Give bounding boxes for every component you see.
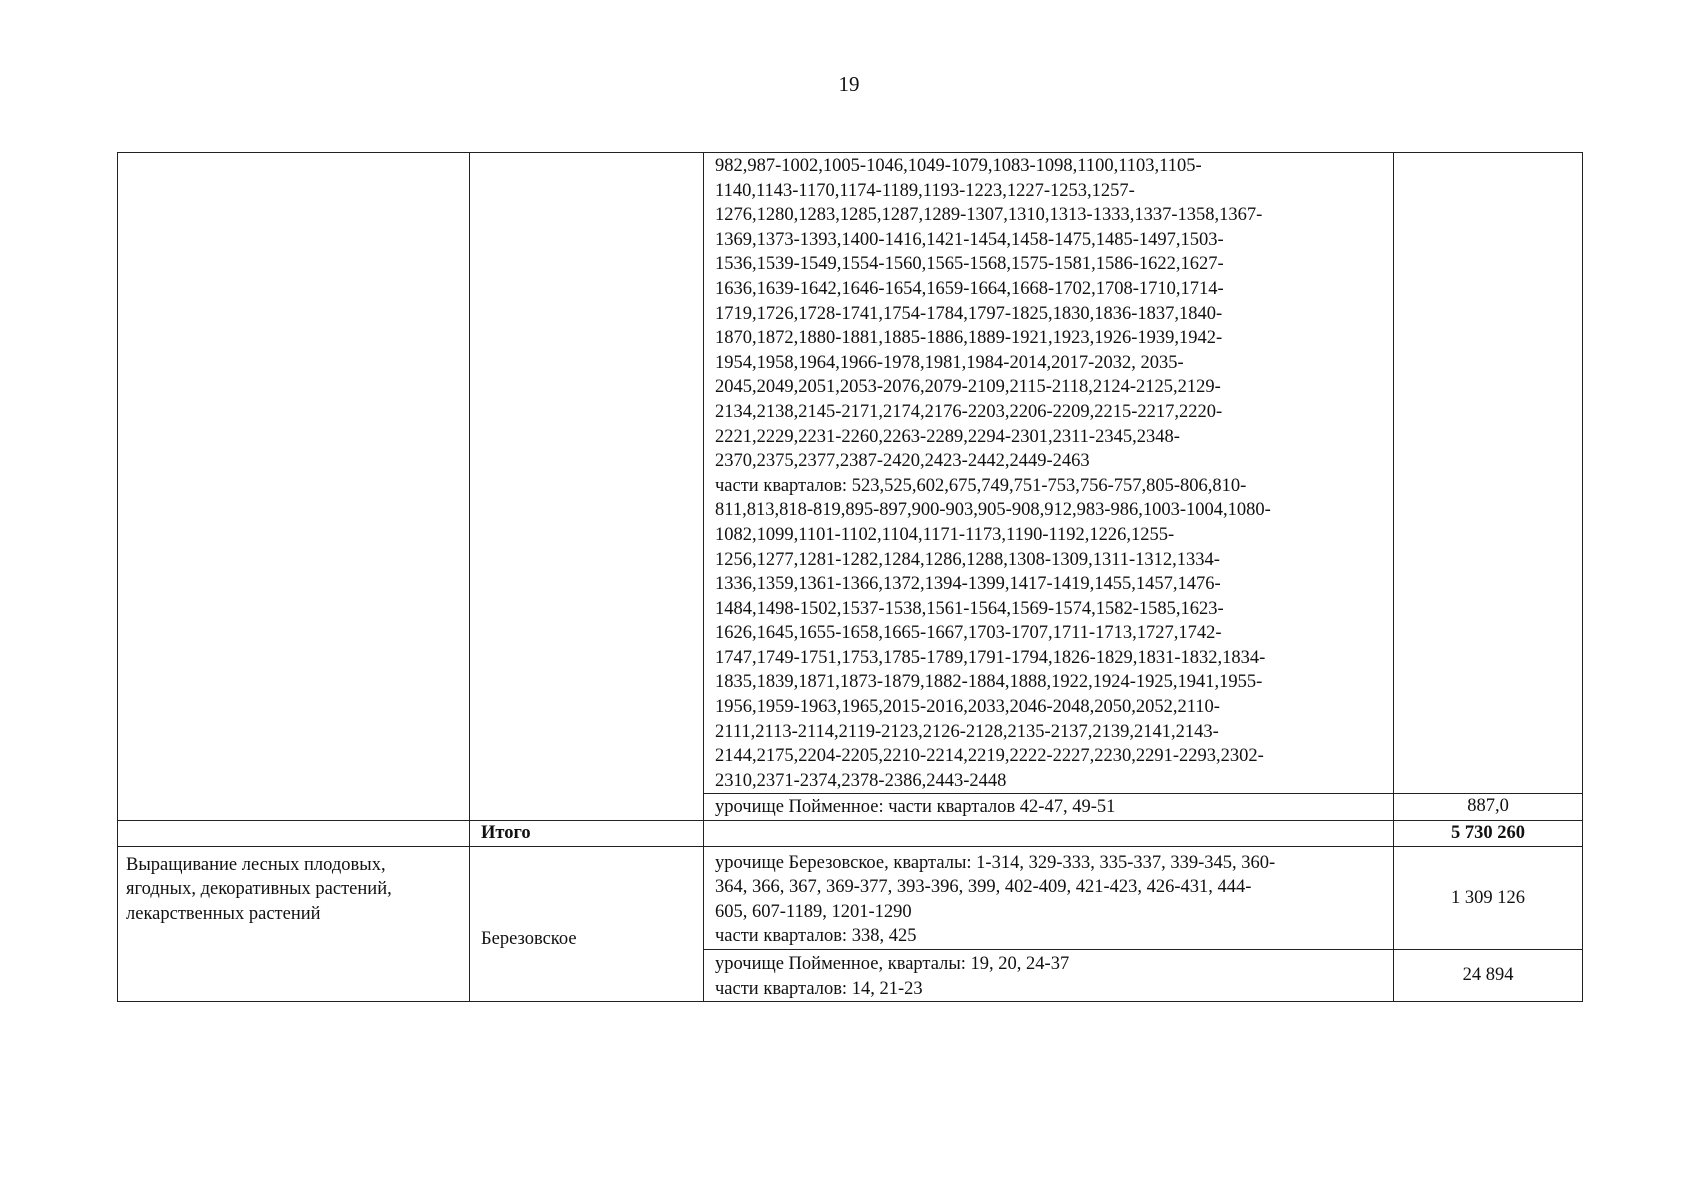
table-row-purpose-beryozovskoe xyxy=(118,846,1583,949)
poimennoe-parts-value: 887,0 xyxy=(1394,794,1583,821)
beryozovskoe-value: 1 309 126 xyxy=(1394,846,1583,949)
beryozovskoe-quarters-cell xyxy=(704,846,1394,949)
table-row-quarters-continued xyxy=(118,153,1583,794)
total-value: 5 730 260 xyxy=(1394,821,1583,847)
quarters-cell xyxy=(704,153,1394,794)
total-quarters-empty xyxy=(704,821,1394,847)
total-empty-cell xyxy=(118,821,470,847)
purpose-cell xyxy=(118,846,470,1002)
purpose-cell-empty xyxy=(118,153,470,821)
land-quarters-table xyxy=(117,152,1583,1002)
purpose-text: Выращивание лесных плодовых, ягодных, декоративных растений, лекарственных растений xyxy=(126,854,392,924)
forestry-name: Березовское xyxy=(470,846,704,1002)
table-row-total xyxy=(118,821,1583,847)
poimennoe-quarters-text: урочище Пойменное, кварталы: 19, 20, 24-37 части кварталов: 14, 21-23 xyxy=(715,954,1070,999)
total-label: Итого xyxy=(470,821,704,847)
poimennoe-parts-text: урочище Пойменное: части кварталов 42-47, 49-51 xyxy=(715,797,1116,818)
quarters-list-text: 982,987-1002,1005-1046,1049-1079,1083-1098,1100,1103,1105- 1140,1143-1170,1174-1189,1193-1223,1227-1253,1257- 1276,1280,1283,1285,1287,1289-1307,1310,1313-1333,1337-1358,1367- 1369,1373-1393,1400-1416,1421-1454,1458-1475,1485-1497,1503- 1536,1539-1549,1554-1560,1565-1568,1575-1581,1586-1622,1627- 1636,1639-1642,1646-1654,1659-1664,1668-1702,1708-1710,1714- 1719,1726,1728-1741,1754-1784,1797-1825,1830,1836-1837,1840- 1870,1872,1880-1881,1885-1886,1889-1921,1923,1926-1939,1942- 1954,1958,1964,1966-1978,1981,1984-2014,2017-2032, 2035- 2045,2049,2051,2053-2076,2079-2109,2115-2118,2124-2125,2129- 2134,2138,2145-2171,2174,2176-2203,2206-2209,2215-2217,2220- 2221,2229,2231-2260,2263-2289,2294-2301,2311-2345,2348- 2370,2375,2377,2387-2420,2423-2442,2449-2463 части кварталов: 523,525,602,675,749,751-753,756-757,805-806,810- 811,813,818-819,895-897,900-903,905-908,912,983-986,1003-1004,1080- 1082,1099,1101-1102,1104,1171-1173,1190-1192,1226,1255- 1256,1277,1281-1282,1284,1286,1288,1308-1309,1311-1312,1334- 1336,1359,1361-1366,1372,1394-1399,1417-1419,1455,1457,1476- 1484,1498-1502,1537-1538,1561-1564,1569-1574,1582-1585,1623- 1626,1645,1655-1658,1665-1667,1703-1707,1711-1713,1727,1742- 1747,1749-1751,1753,1785-1789,1791-1794,1826-1829,1831-1832,1834- 1835,1839,1871,1873-1879,1882-1884,1888,1922,1924-1925,1941,1955- 1956,1959-1963,1965,2015-2016,2033,2046-2048,2050,2052,2110- 2111,2113-2114,2119-2123,2126-2128,2135-2137,2139,2141,2143- 2144,2175,2204-2205,2210-2214,2219,2222-2227,2230,2291-2293,2302- 2310,2371-2374,2378-2386,2443-2448 xyxy=(715,156,1271,791)
poimennoe-value: 24 894 xyxy=(1394,950,1583,1002)
poimennoe-quarters-cell xyxy=(704,950,1394,1002)
beryozovskoe-quarters-text: урочище Березовское, кварталы: 1-314, 329-333, 335-337, 339-345, 360- 364, 366, 367, 369-377, 393-396, 399, 402-409, 421-423, 426-431, 444- 605, 607-1189, 1201-1290 части кварталов: 338, 425 xyxy=(715,852,1276,947)
forestry-cell-empty xyxy=(470,153,704,821)
area-cell-empty xyxy=(1394,153,1583,794)
page-number: 19 xyxy=(838,72,860,96)
poimennoe-parts-cell xyxy=(704,794,1394,821)
